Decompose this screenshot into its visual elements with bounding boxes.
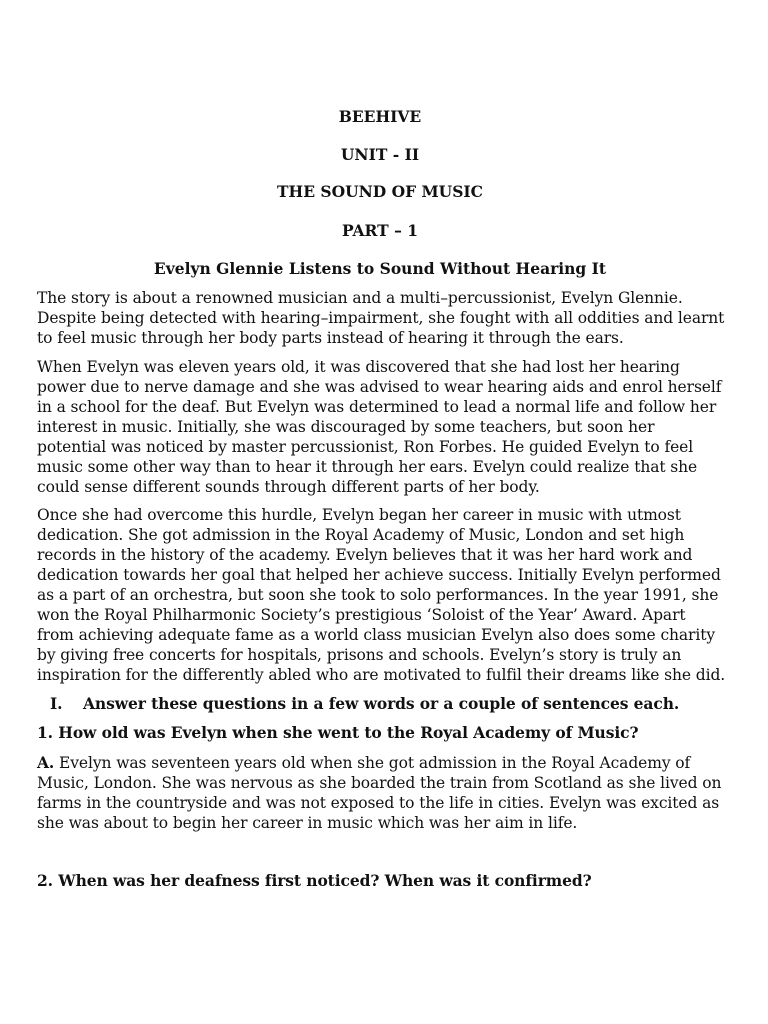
part-heading: PART – 1 — [341, 221, 419, 240]
question-2: 2. When was her deafness first noticed? When was it confirmed? — [37, 871, 592, 890]
chapter-title: THE SOUND OF MUSIC — [277, 182, 483, 201]
exercise-number: I. — [50, 694, 63, 713]
answer-1-text: Evelyn was seventeen years old when she got admission in the Royal Academy of Music, London. She was nervous as she boarded the train from Scotland as she lived on farms in the countryside and was not exposed to the life in cities. Evelyn was excited as she was about to begin her career in music which was her aim in life. — [37, 754, 722, 832]
book-title: BEEHIVE — [338, 107, 422, 126]
exercise-instruction — [50, 694, 740, 714]
unit-heading: UNIT - II — [340, 145, 420, 164]
answer-1-label: A. — [37, 753, 55, 772]
summary-paragraph-3: Once she had overcome this hurdle, Evelyn began her career in music with utmost dedication. She got admission in the Royal Academy of Music, London and set high records in the history of the academy. Evelyn believes that it was her hard work and dedication towards her goal that helped her achieve success. Initially Evelyn performed as a part of an orchestra, but soon she took to solo performances. In the year 1991, she won the Royal Philharmonic Society’s prestigious ‘Soloist of the Year’ Award. Apart from achieving adequate fame as a world class musician Evelyn also does some charity by giving free concerts for hospitals, prisons and schools. Evelyn’s story is truly an inspiration for the differently abled who are motivated to fulfil their dreams like she did. — [37, 506, 726, 684]
answer-1 — [37, 753, 727, 833]
summary-paragraph-2: When Evelyn was eleven years old, it was discovered that she had lost her hearing power due to nerve damage and she was advised to wear hearing aids and enrol herself in a school for the deaf. But Evelyn was determined to lead a normal life and follow her interest in music. Initially, she was discouraged by some teachers, but soon her potential was noticed by master percussionist, Ron Forbes. He guided Evelyn to feel music some other way than to hear it through her ears. Evelyn could realize that she could sense different sounds through different parts of her body. — [37, 358, 722, 496]
exercise-instruction-text: Answer these questions in a few words or a couple of sentences each. — [83, 694, 680, 713]
question-1: 1. How old was Evelyn when she went to the Royal Academy of Music? — [37, 723, 639, 742]
summary-paragraph-1: The story is about a renowned musician and a multi–percussionist, Evelyn Glennie. Despite being detected with hearing–impairment, she fought with all oddities and learnt to feel music through her body parts instead of hearing it through the ears. — [37, 289, 725, 347]
section-title: Evelyn Glennie Listens to Sound Without Hearing It — [153, 259, 607, 278]
